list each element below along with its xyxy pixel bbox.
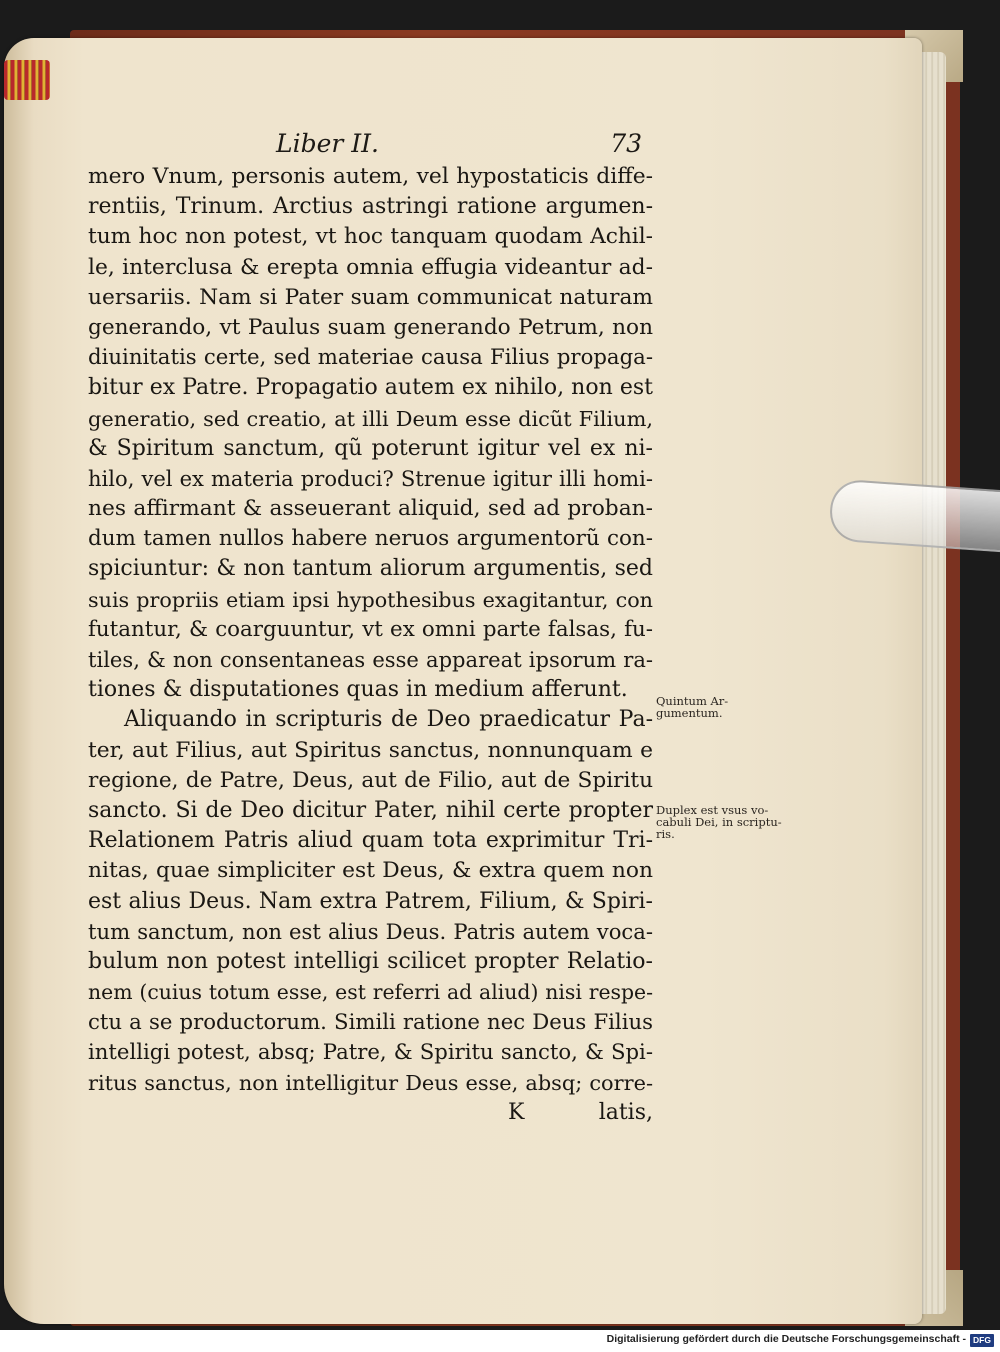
text-line: intelligi potest, absq; Patre, & Spiritu sancto, & Spi-: [88, 1039, 653, 1065]
text-line: futantur, & coarguuntur, vt ex omni parte falsas, fu-: [88, 616, 653, 642]
text-line: tiles, & non consentaneas esse appareat ipsorum ra-: [88, 647, 653, 672]
funding-credit: Digitalisierung gefördert durch die Deutsche Forschungsgemeinschaft -: [606, 1333, 966, 1345]
marginal-note-line: Duplex est vsus vo-: [656, 803, 769, 817]
catchword: latis,: [598, 1099, 653, 1125]
text-line: nitas, quae simpliciter est Deus, & extra quem non: [88, 858, 653, 884]
marginal-note: [656, 804, 816, 840]
text-line: Relationem Patris aliud quam tota exprimitur Tri-: [88, 828, 653, 854]
text-line: le, interclusa & erepta omnia effugia videantur ad-: [88, 254, 653, 280]
text-line: tum hoc non potest, vt hoc tanquam quodam Achil-: [88, 224, 653, 250]
signature-mark: K: [508, 1099, 525, 1125]
text-line: suis propriis etiam ipsi hypothesibus exagitantur, con: [88, 587, 653, 612]
bookmark-ribbon: [4, 60, 50, 100]
marginal-note-line: ris.: [656, 827, 675, 841]
page-header: [272, 129, 642, 163]
text-line: sancto. Si de Deo dicitur Pater, nihil certe propter: [88, 797, 653, 823]
catchword-line: [88, 1098, 653, 1128]
text-line: tiones & disputationes quas in medium afferunt.: [88, 677, 628, 703]
footer-bar: [0, 1330, 1000, 1352]
dfg-logo: DFG: [970, 1334, 994, 1347]
text-line: generatio, sed creatio, at illi Deum esse dicũt Filium,: [88, 406, 653, 431]
text-line: regione, de Patre, Deus, aut de Filio, aut de Spiritu: [88, 767, 653, 793]
text-line: bitur ex Patre. Propagatio autem ex nihilo, non est: [88, 375, 653, 401]
text-line: ritus sanctus, non intelligitur Deus esse, absq; corre-: [88, 1070, 653, 1095]
text-line: tum sanctum, non est alius Deus. Patris autem voca-: [88, 918, 653, 944]
text-line: ctu a se productorum. Simili ratione nec Deus Filius: [88, 1009, 653, 1035]
text-line: hilo, vel ex materia produci? Strenue igitur illi homi-: [88, 465, 653, 491]
running-title: Liber II.: [276, 129, 379, 158]
text-line: rentiis, Trinum. Arctius astringi ratione argumen-: [88, 194, 653, 220]
text-line: est alius Deus. Nam extra Patrem, Filium, & Spiri-: [88, 888, 653, 914]
text-line: spiciuntur: & non tantum aliorum argumentis, sed: [88, 556, 653, 582]
marginal-note: [656, 695, 816, 719]
text-line: & Spiritum sanctum, qũ poterunt igitur vel ex ni-: [88, 435, 653, 461]
text-line: ter, aut Filius, aut Spiritus sanctus, nonnunquam e: [88, 737, 653, 763]
text-line: nem (cuius totum esse, est referri ad aliud) nisi respe-: [88, 980, 653, 1005]
text-line: mero Vnum, personis autem, vel hypostaticis diffe-: [88, 164, 653, 189]
page-number: 73: [610, 129, 642, 158]
text-line: Aliquando in scripturis de Deo praedicatur Pa-: [124, 707, 653, 733]
body-text: [88, 162, 653, 1128]
marginal-note-line: Quintum Ar-: [656, 694, 729, 708]
text-line: generando, vt Paulus suam generando Petrum, non: [88, 314, 653, 340]
text-line: diuinitatis certe, sed materiae causa Filius propaga-: [88, 345, 653, 371]
text-line: uersariis. Nam si Pater suam communicat naturam: [88, 284, 653, 310]
text-line: dum tamen nullos habere neruos argumentorũ con-: [88, 526, 653, 552]
marginal-note-line: cabuli Dei, in scriptu-: [656, 815, 782, 829]
text-line: nes affirmant & asseuerant aliquid, sed ad proban-: [88, 496, 653, 522]
text-line: bulum non potest intelligi scilicet propter Relatio-: [88, 948, 653, 974]
marginal-note-line: gumentum.: [656, 706, 723, 720]
